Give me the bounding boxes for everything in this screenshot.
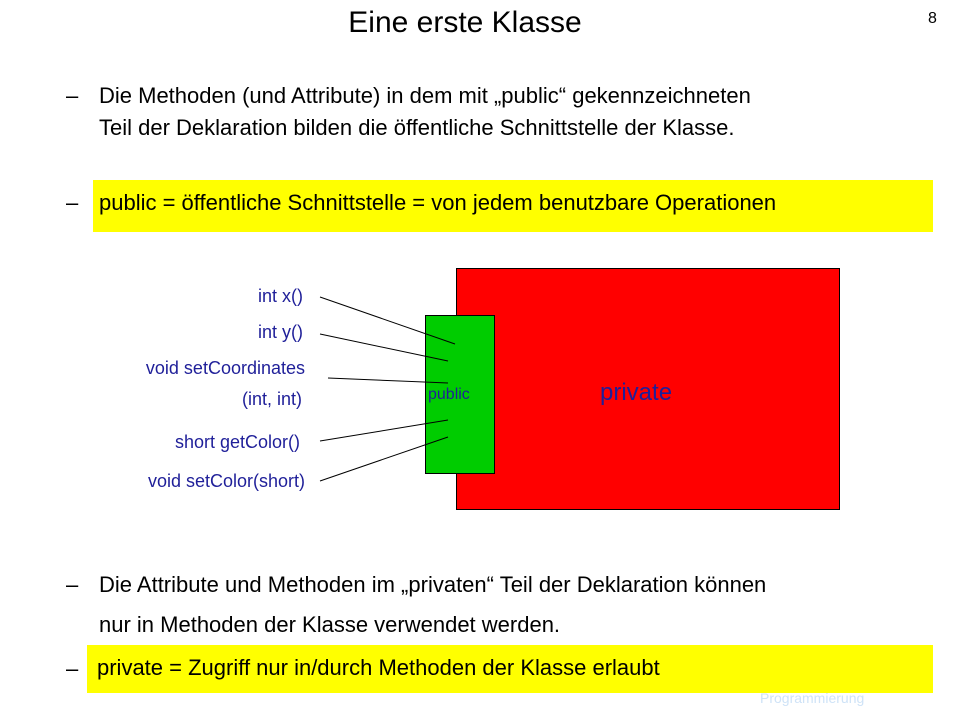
method-int-x: int x() bbox=[258, 286, 303, 306]
method-int-y: int y() bbox=[258, 322, 303, 342]
method-get-color: short getColor() bbox=[174, 432, 300, 452]
public-definition-highlight: public = öffentliche Schnittstelle = von jedem benutzbare Operationen bbox=[93, 180, 933, 232]
bullet-1-line-2: Teil der Deklaration bilden die öffentliche Schnittstelle der Klasse. bbox=[99, 115, 735, 140]
connector-get-color bbox=[320, 420, 448, 441]
public-label: public bbox=[428, 386, 470, 403]
bullet-3-line-1: Die Attribute und Methoden im „privaten“ Teil der Deklaration können bbox=[99, 572, 767, 597]
bullet-dash-3: – bbox=[66, 572, 79, 597]
connector-set-color bbox=[320, 437, 448, 481]
footer-logo: Programmierung bbox=[760, 690, 865, 706]
connector-int-x bbox=[320, 297, 455, 344]
method-set-color: void setColor(short) bbox=[147, 471, 305, 491]
private-definition-highlight: private = Zugriff nur in/durch Methoden der Klasse erlaubt bbox=[87, 645, 933, 693]
slide-title: Eine erste Klasse bbox=[348, 6, 582, 39]
page-number: 8 bbox=[928, 10, 937, 27]
bullet-dash-4: – bbox=[66, 656, 79, 681]
connector-set-coordinates bbox=[328, 378, 448, 383]
method-set-coordinates-params: (int, int) bbox=[241, 389, 302, 409]
bullet-dash-1: – bbox=[66, 83, 79, 108]
bullet-1-line-1: Die Methoden (und Attribute) in dem mit „public“ gekennzeichneten bbox=[99, 83, 751, 108]
connector-int-y bbox=[320, 334, 448, 361]
private-label: private bbox=[600, 379, 673, 406]
method-set-coordinates: void setCoordinates bbox=[145, 358, 305, 378]
bullet-3-line-2: nur in Methoden der Klasse verwendet werden. bbox=[99, 612, 561, 637]
bullet-dash-2: – bbox=[66, 190, 79, 215]
